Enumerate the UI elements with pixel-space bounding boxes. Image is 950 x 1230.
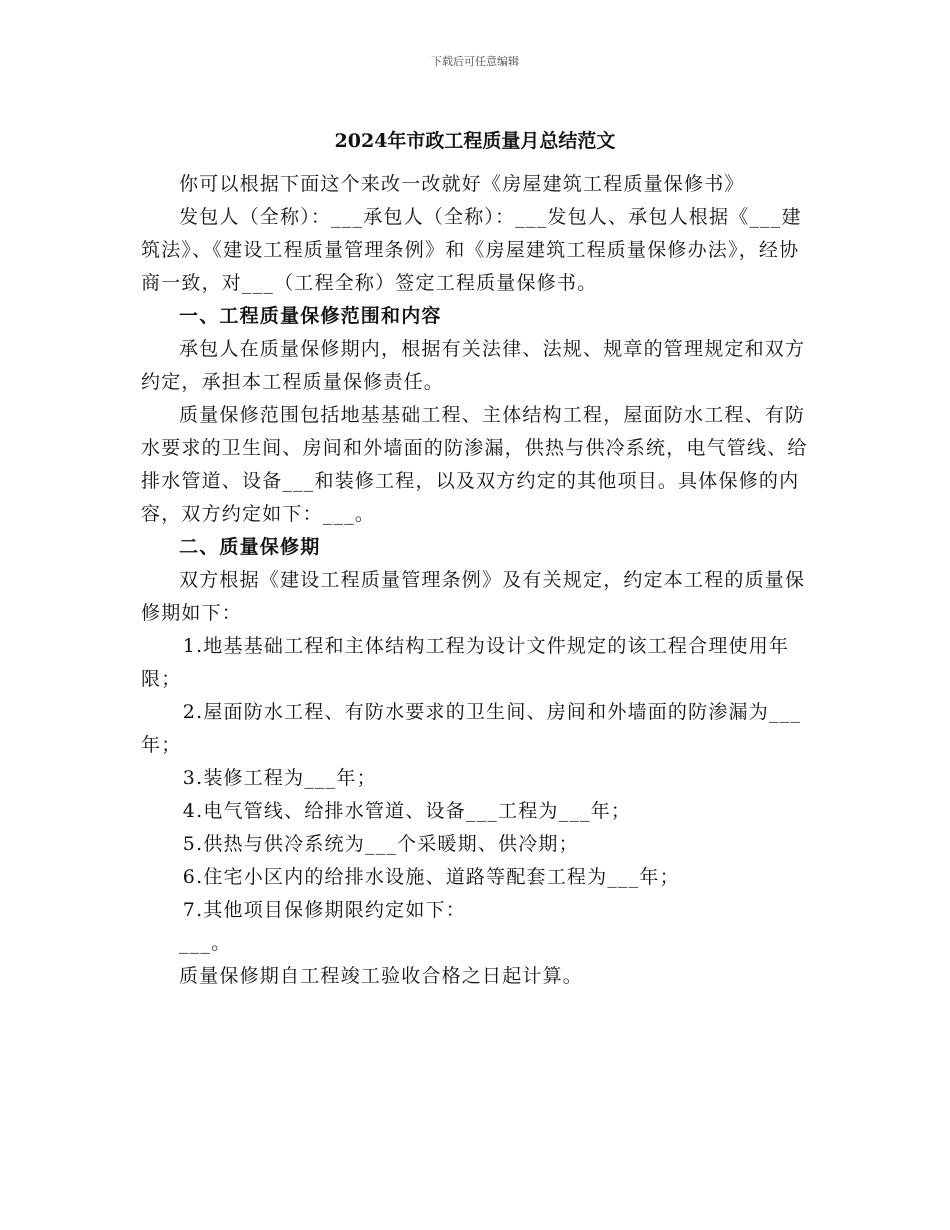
- warranty-item-1: 1.地基基础工程和主体结构工程为设计文件规定的该工程合理使用年限；: [141, 635, 790, 690]
- section2-heading: 二、质量保修期: [179, 536, 321, 558]
- warranty-item-7: 7.其他项目保修期限约定如下：: [182, 899, 466, 921]
- header-note: 下载后可任意编辑: [431, 55, 519, 68]
- intro-paragraph: 你可以根据下面这个来改一改就好《房屋建筑工程质量保修书》: [179, 173, 745, 195]
- section1-paragraph-1: 承包人在质量保修期内，根据有关法律、法规、规章的管理规定和双方约定，承担本工程质量保修责任。: [141, 338, 806, 393]
- section2-intro: 双方根据《建设工程质量管理条例》及有关规定，约定本工程的质量保修期如下：: [141, 569, 806, 624]
- document-body: [141, 168, 816, 993]
- warranty-item-6: 6.住宅小区内的给排水设施、道路等配套工程为___年；: [182, 866, 680, 888]
- warranty-item-4: 4.电气管线、给排水管道、设备___工程为___年；: [182, 800, 632, 822]
- preamble-paragraph: 发包人（全称）：___承包人（全称）：___发包人、承包人根据《___建筑法》、《建设工程质量管理条例》和《房屋建筑工程质量保修办法》，经协商一致，对___（工程全称）签定工程质量保修书。: [141, 206, 802, 294]
- section1-heading: 一、工程质量保修范围和内容: [179, 305, 442, 327]
- warranty-item-5: 5.供热与供冷系统为___个采暖期、供冷期；: [182, 833, 579, 855]
- warranty-item-2: 2.屋面防水工程、有防水要求的卫生间、房间和外墙面的防渗漏为___年；: [141, 701, 802, 756]
- closing-paragraph: 质量保修期自工程竣工验收合格之日起计算。: [179, 965, 584, 987]
- warranty-item-3: 3.装修工程为___年；: [182, 767, 377, 789]
- document-title: 2024年市政工程质量月总结范文: [334, 130, 616, 152]
- section1-paragraph-2: 质量保修范围包括地基基础工程、主体结构工程，屋面防水工程、有防水要求的卫生间、房间和外墙面的防渗漏，供热与供冷系统，电气管线、给排水管道、设备___和装修工程，以及双方约定的其他项目。具体保修的内容，双方约定如下：___。: [141, 404, 808, 525]
- fill-blank-line: ___。: [179, 932, 232, 954]
